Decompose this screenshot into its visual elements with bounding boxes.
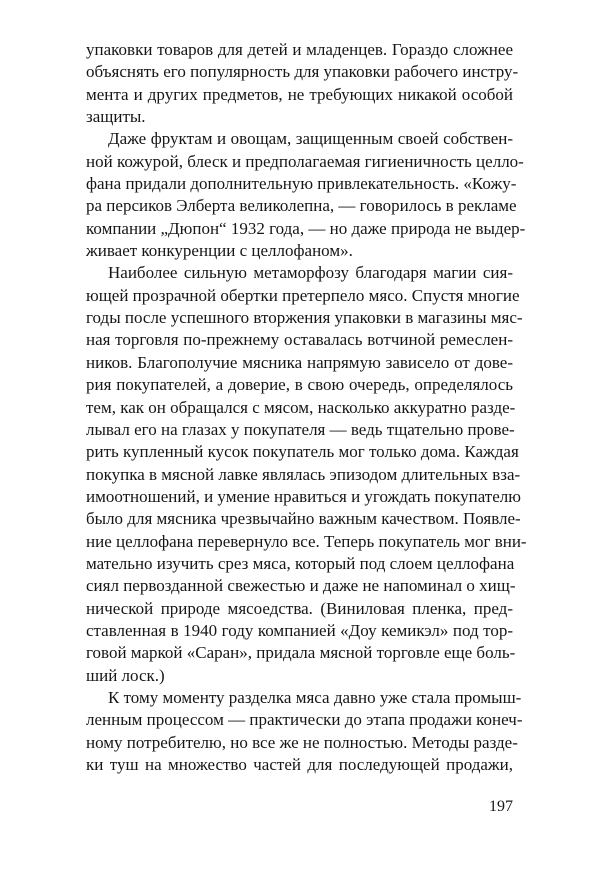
text-line: было для мясника чрезвычайно важным качеством. Появле-	[86, 509, 521, 529]
page-number: 197	[489, 798, 513, 815]
text-line: мента и других предметов, не требующих никакой особой	[86, 84, 513, 104]
text-line: Даже фруктам и овощам, защищенным своей собствен-	[108, 129, 513, 149]
text-line: Наиболее сильную метаморфозу благодаря магии сия-	[108, 263, 513, 283]
text-line: лывал его на глазах у покупателя — ведь тщательно прове-	[86, 419, 515, 439]
text-line: рия покупателей, а доверие, в свою очередь, определялось	[86, 375, 513, 395]
text-line: упаковки товаров для детей и младенцев. Гораздо сложнее	[86, 40, 513, 59]
text-line: ющей прозрачной обертки претерпело мясо. Спустя многие	[86, 285, 520, 305]
text-line: защиты.	[86, 107, 146, 127]
text-line: ра персиков Элберта великолепна, — говорилось в рекламе	[86, 196, 517, 216]
text-line: покупка в мясной лавке являлась эпизодом длительных вза-	[86, 464, 521, 484]
text-line: ная торговля по-прежнему оставалась вотчиной ремеслен-	[86, 330, 513, 350]
paragraph	[86, 128, 526, 262]
text-line: ший лоск.)	[86, 665, 165, 685]
text-line: компании „Дюпон“ 1932 года, — но даже природа не выдер-	[86, 218, 526, 238]
text-line: годы после успешного вторжения упаковки в магазины мяс-	[86, 308, 523, 328]
text-line: К тому моменту разделка мяса давно уже стала промыш-	[108, 687, 522, 707]
text-line: живает конкуренции с целлофаном».	[86, 241, 353, 261]
paragraph	[86, 39, 519, 128]
text-line: ки туш на множество частей для последующей продажи,	[86, 755, 513, 774]
text-line: ной кожурой, блеск и предполагаемая гигиеничность целло-	[86, 151, 524, 171]
paragraph	[86, 687, 523, 776]
text-line: рить купленный кусок покупатель мог только дома. Каждая	[86, 442, 519, 462]
text-line: мательно изучить срез мяса, который под слоем целлофана	[86, 553, 515, 573]
text-line: тем, как он обращался с мясом, насколько аккуратно разде-	[86, 397, 516, 417]
text-line: ному потребителю, но все же не полностью. Методы разде-	[86, 732, 518, 752]
text-line: имоотношений, и умение нравиться и угождать покупателю	[86, 486, 521, 506]
text-line: сиял первозданной свежестью и даже не напоминал о хищ-	[86, 576, 516, 596]
paragraph	[86, 262, 527, 687]
text-line: ставленная в 1940 году компанией «Доу кемикэл» под тор-	[86, 620, 513, 640]
text-line: объяснять его популярность для упаковки рабочего инстру-	[86, 62, 519, 82]
text-line: говой маркой «Саран», придала мясной торговле еще боль-	[86, 643, 516, 663]
text-line: нической природе мясоедства. (Виниловая пленка, пред-	[86, 598, 513, 618]
text-line: фана придали дополнительную привлекательность. «Кожу-	[86, 174, 517, 194]
page-body-text	[86, 39, 527, 776]
text-line: ленным процессом — практически до этапа продажи конеч-	[86, 710, 523, 730]
text-line: ние целлофана перевернуло все. Теперь покупатель мог вни-	[86, 531, 527, 551]
text-line: ников. Благополучие мясника напрямую зависело от дове-	[86, 352, 513, 372]
